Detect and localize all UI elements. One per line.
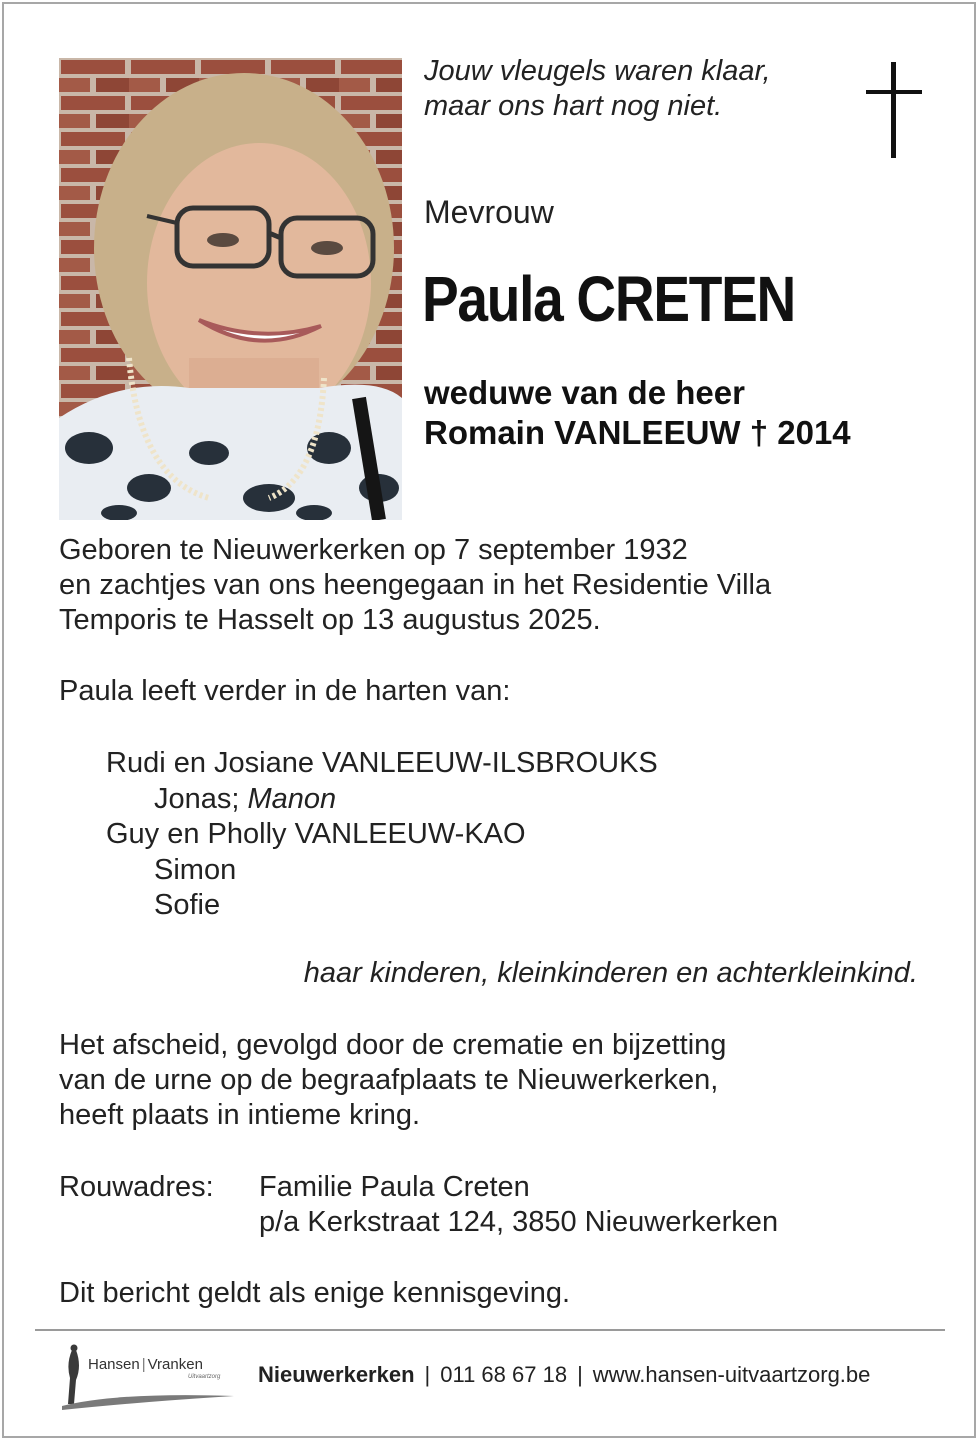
logo-brand-right: Vranken (147, 1356, 203, 1373)
paragraph-line: van de urne op de begraafplaats te Nieuwerkerken, (59, 1064, 719, 1096)
lives-on-line: Paula leeft verder in de harten van: (59, 675, 511, 707)
farewell-paragraph (59, 1028, 726, 1133)
family-member: Rudi en Josiane VANLEEUW-ILSBROUKS (106, 747, 658, 779)
paragraph-line: heeft plaats in intieme kring. (59, 1099, 421, 1131)
family-member-name: Jonas; (154, 782, 248, 815)
footer-phone[interactable]: 011 68 67 18 (440, 1362, 568, 1387)
logo-brand (88, 1356, 203, 1373)
address-label: Rouwadres: (59, 1171, 214, 1203)
paragraph-line: Geboren te Nieuwerkerken op 7 september 1932 (59, 534, 688, 566)
deceased-name: Paula CRETEN (422, 263, 795, 335)
logo-tagline: Uitvaartzorg (188, 1374, 221, 1380)
family-member-name-italic: Manon (247, 782, 337, 815)
address-line: p/a Kerkstraat 124, 3850 Nieuwerkerken (259, 1206, 779, 1238)
notice-line: Dit bericht geldt als enige kennisgeving. (59, 1277, 571, 1309)
birth-death-paragraph (59, 533, 771, 638)
widow-line: Romain VANLEEUW † 2014 (424, 414, 851, 451)
portrait-photo (59, 58, 402, 520)
footer-website-link[interactable]: www.hansen-uitvaartzorg.be (592, 1362, 871, 1387)
family-list (106, 746, 658, 924)
family-member: Sofie (154, 889, 221, 921)
paragraph-line: en zachtjes van ons heengegaan in het Residentie Villa (59, 569, 772, 601)
verse-line: Jouw vleugels waren klaar, (424, 55, 771, 87)
footer-town: Nieuwerkerken (258, 1362, 415, 1387)
footer-separator: | (577, 1362, 583, 1387)
footer-divider (35, 1329, 945, 1331)
hansen-vranken-logo (58, 1344, 238, 1410)
address-line: Familie Paula Creten (259, 1171, 530, 1203)
address-value (259, 1170, 778, 1240)
family-member: Simon (154, 853, 237, 886)
widow-line: weduwe van de heer (424, 374, 745, 411)
paragraph-line: Temporis te Hasselt op 13 augustus 2025. (59, 604, 601, 636)
footer-contact (258, 1362, 870, 1388)
paragraph-line: Het afscheid, gevolgd door de crematie en bijzetting (59, 1029, 727, 1061)
family-member: Guy en Pholly VANLEEUW-KAO (106, 818, 526, 850)
verse (424, 54, 771, 124)
family-member (106, 782, 658, 818)
logo-brand-separator: | (141, 1356, 146, 1373)
latin-cross-icon (866, 62, 922, 158)
footer-separator: | (424, 1362, 431, 1387)
relatives-caption: haar kinderen, kleinkinderen en achterkleinkind. (303, 957, 918, 989)
logo-brand-left: Hansen (88, 1356, 140, 1373)
verse-line: maar ons hart nog niet. (424, 90, 723, 122)
widow-of (424, 373, 851, 453)
salutation: Mevrouw (424, 194, 554, 230)
